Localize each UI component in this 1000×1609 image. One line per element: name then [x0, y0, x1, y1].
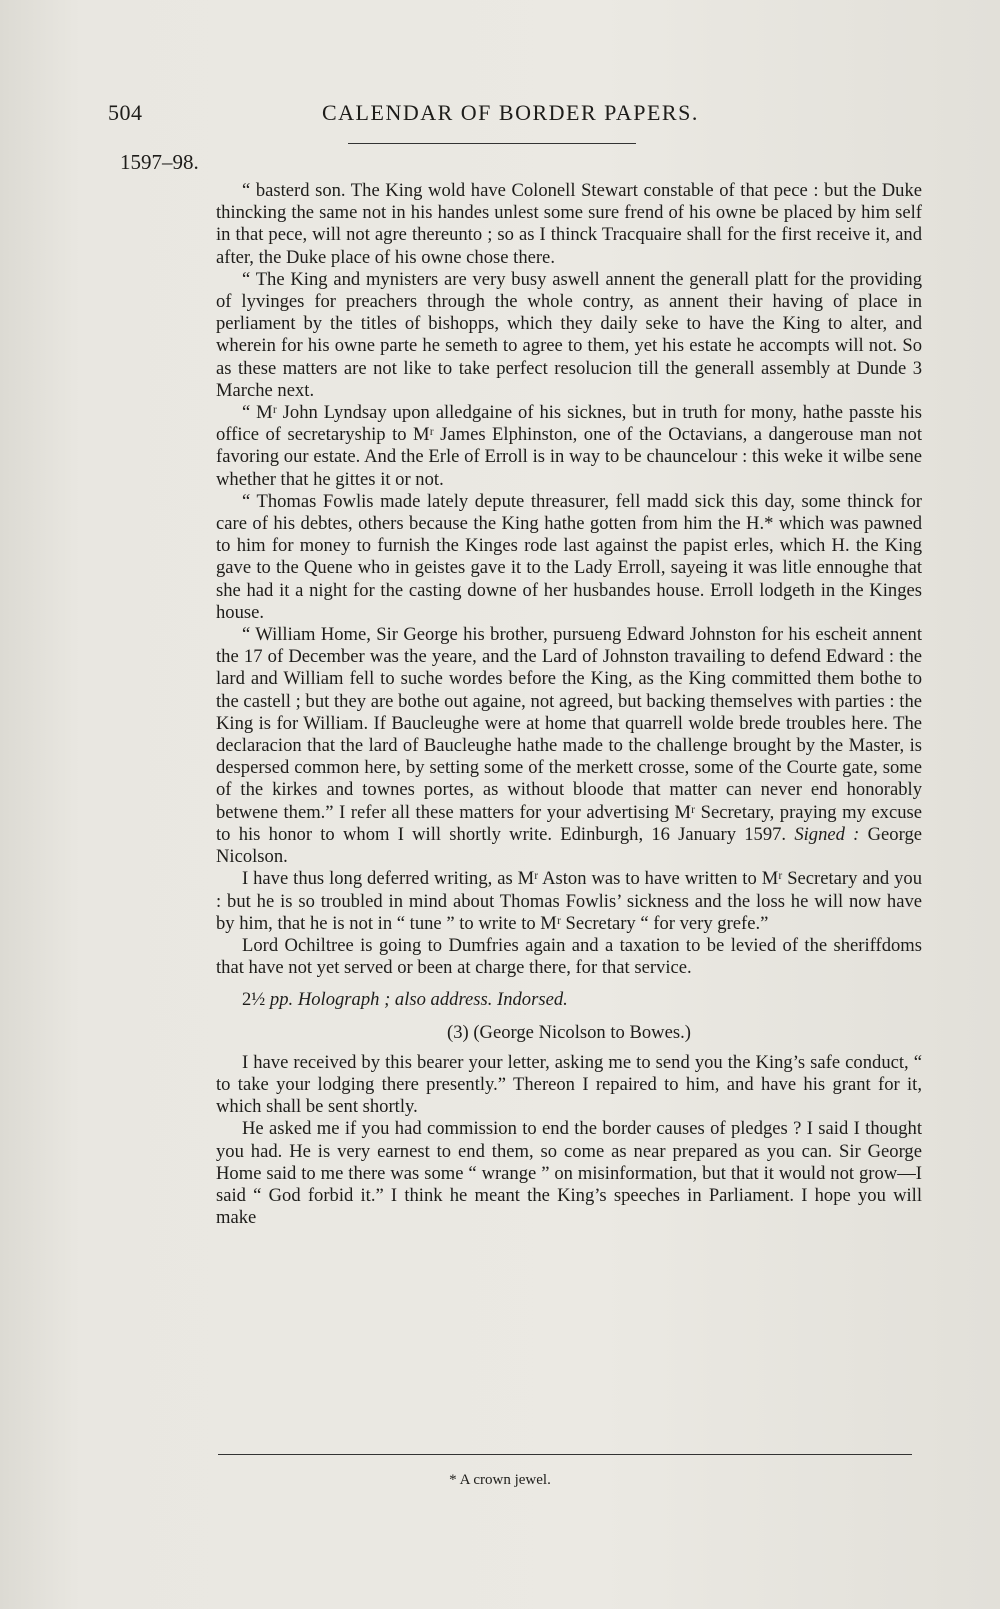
- footnote-rule: [218, 1454, 912, 1455]
- running-title: CALENDAR OF BORDER PAPERS.: [322, 100, 699, 125]
- header-rule: [348, 143, 636, 144]
- paragraph: I have received by this bearer your letter, asking me to send you the King’s safe conduct, “ to take your lodging there presently.” Thereon I repaired to him, and have his grant for it, which shall be sent shortly.: [216, 1051, 922, 1118]
- paragraph: “ basterd son. The King wold have Colonell Stewart constable of that pece : but the Duke thincking the same not in his handes unlest some sure frend of his owne be placed by him self in that pece, will not agre thereunto ; so as I thinck Tracquaire shall for the first receive it, and after, the Duke place of his owne chose there.: [216, 180, 922, 268]
- paragraph: “ Mʳ John Lyndsay upon alledgaine of his sicknes, but in truth for mony, hathe passte his office of secretaryship to Mʳ James Elphinston, one of the Octavians, a dangerouse man not favoring our estate. And the Erle of Erroll is in way to be chauncelour : this weke it wilbe sene whether that he gittes it or not.: [216, 402, 922, 490]
- page-count: 2½: [242, 989, 266, 1011]
- year-marginal: 1597–98.: [120, 150, 199, 174]
- page-header: [0, 100, 1000, 130]
- section-heading: (3) (George Nicolson to Bowes.): [447, 1021, 691, 1043]
- paragraph: I have thus long deferred writing, as Mʳ Aston was to have written to Mʳ Secretary and you : but he is so troubled in mind about Thomas Fowlis’ sickness and the loss he will now have by him, that he is not in “ tune ” to write to Mʳ Secretary “ for very grefe.”: [216, 868, 922, 934]
- document-note: [216, 989, 922, 1011]
- note-details: Holograph ; also address. Indorsed.: [297, 989, 568, 1011]
- paragraph: “ The King and mynisters are very busy aswell annent the generall platt for the providing of lyvinges for preachers through the whole contry, as annent their having of place in perliament by the titles of bishopps, which they daily seke to have the King to alter, and wherein for his owne parte he semeth to agree to them, yet his estate he accompts will not. So as these matters are not like to take perfect resolucion till the generall assembly at Dunde 3 Marche next.: [216, 268, 922, 401]
- page-number: 504: [108, 100, 143, 125]
- paragraph: He asked me if you had commission to end the border causes of pledges ? I said I thought you had. He is very earnest to end them, so come as near prepared as you can. Sir George Home said to me there was some “ wrange ” on misinformation, but that it would not grow—I said “ God forbid it.” I think he meant the King’s speeches in Parliament. I hope you will make: [216, 1118, 922, 1229]
- signed-name: George Nicolson.: [216, 823, 923, 868]
- signed-label: Signed :: [794, 823, 860, 845]
- body-text: [216, 180, 922, 1229]
- paragraph: “ Thomas Fowlis made lately depute threasurer, fell madd sick this day, some thinck for care of his debtes, others because the King hathe gotten from him the H.* which was pawned to him for money to furnish the Kinges rode last against the papist erles, which H. the King gave to the Quene who in geistes gave it to the Lady Erroll, sayeing it was litle ennoughe that she had it a night for the casting downe of her husbandes house. Erroll lodgeth in the Kinges house.: [216, 490, 922, 623]
- paragraph: Lord Ochiltree is going to Dumfries again and a taxation to be levied of the sheriffdoms that have not yet served or been at charge there, for that service.: [216, 934, 922, 979]
- paragraph-text: “ William Home, Sir George his brother, pursueng Edward Johnston for his escheit annent the 17 of December was the yeare, and the Lard of Johnston travailing to defend Edward : the lard and William fell to suche wordes before the King, as the King committed them bothe to the castell ; but they are bothe out againe, not agreed, but backing themselves with parties : the King is for William. If Baucleughe were at home that quarrell wolde brede troubles here. The declaracion that the lard of Baucleughe hathe made to the challenge brought by the Master, is despersed common here, by setting some of the merkett crosse, some of the Courte gate, some of the kirkes and townes portes, as without bloode that matter can never end honorably betwene them.” I refer all these matters for your advertising Mʳ Secretary, praying my excuse to his honor to whom I will shortly write. Edinburgh, 16 January 1597.: [216, 624, 922, 845]
- footnote: * A crown jewel.: [449, 1472, 551, 1488]
- pp-label: pp.: [269, 989, 294, 1011]
- paragraph: [216, 624, 922, 868]
